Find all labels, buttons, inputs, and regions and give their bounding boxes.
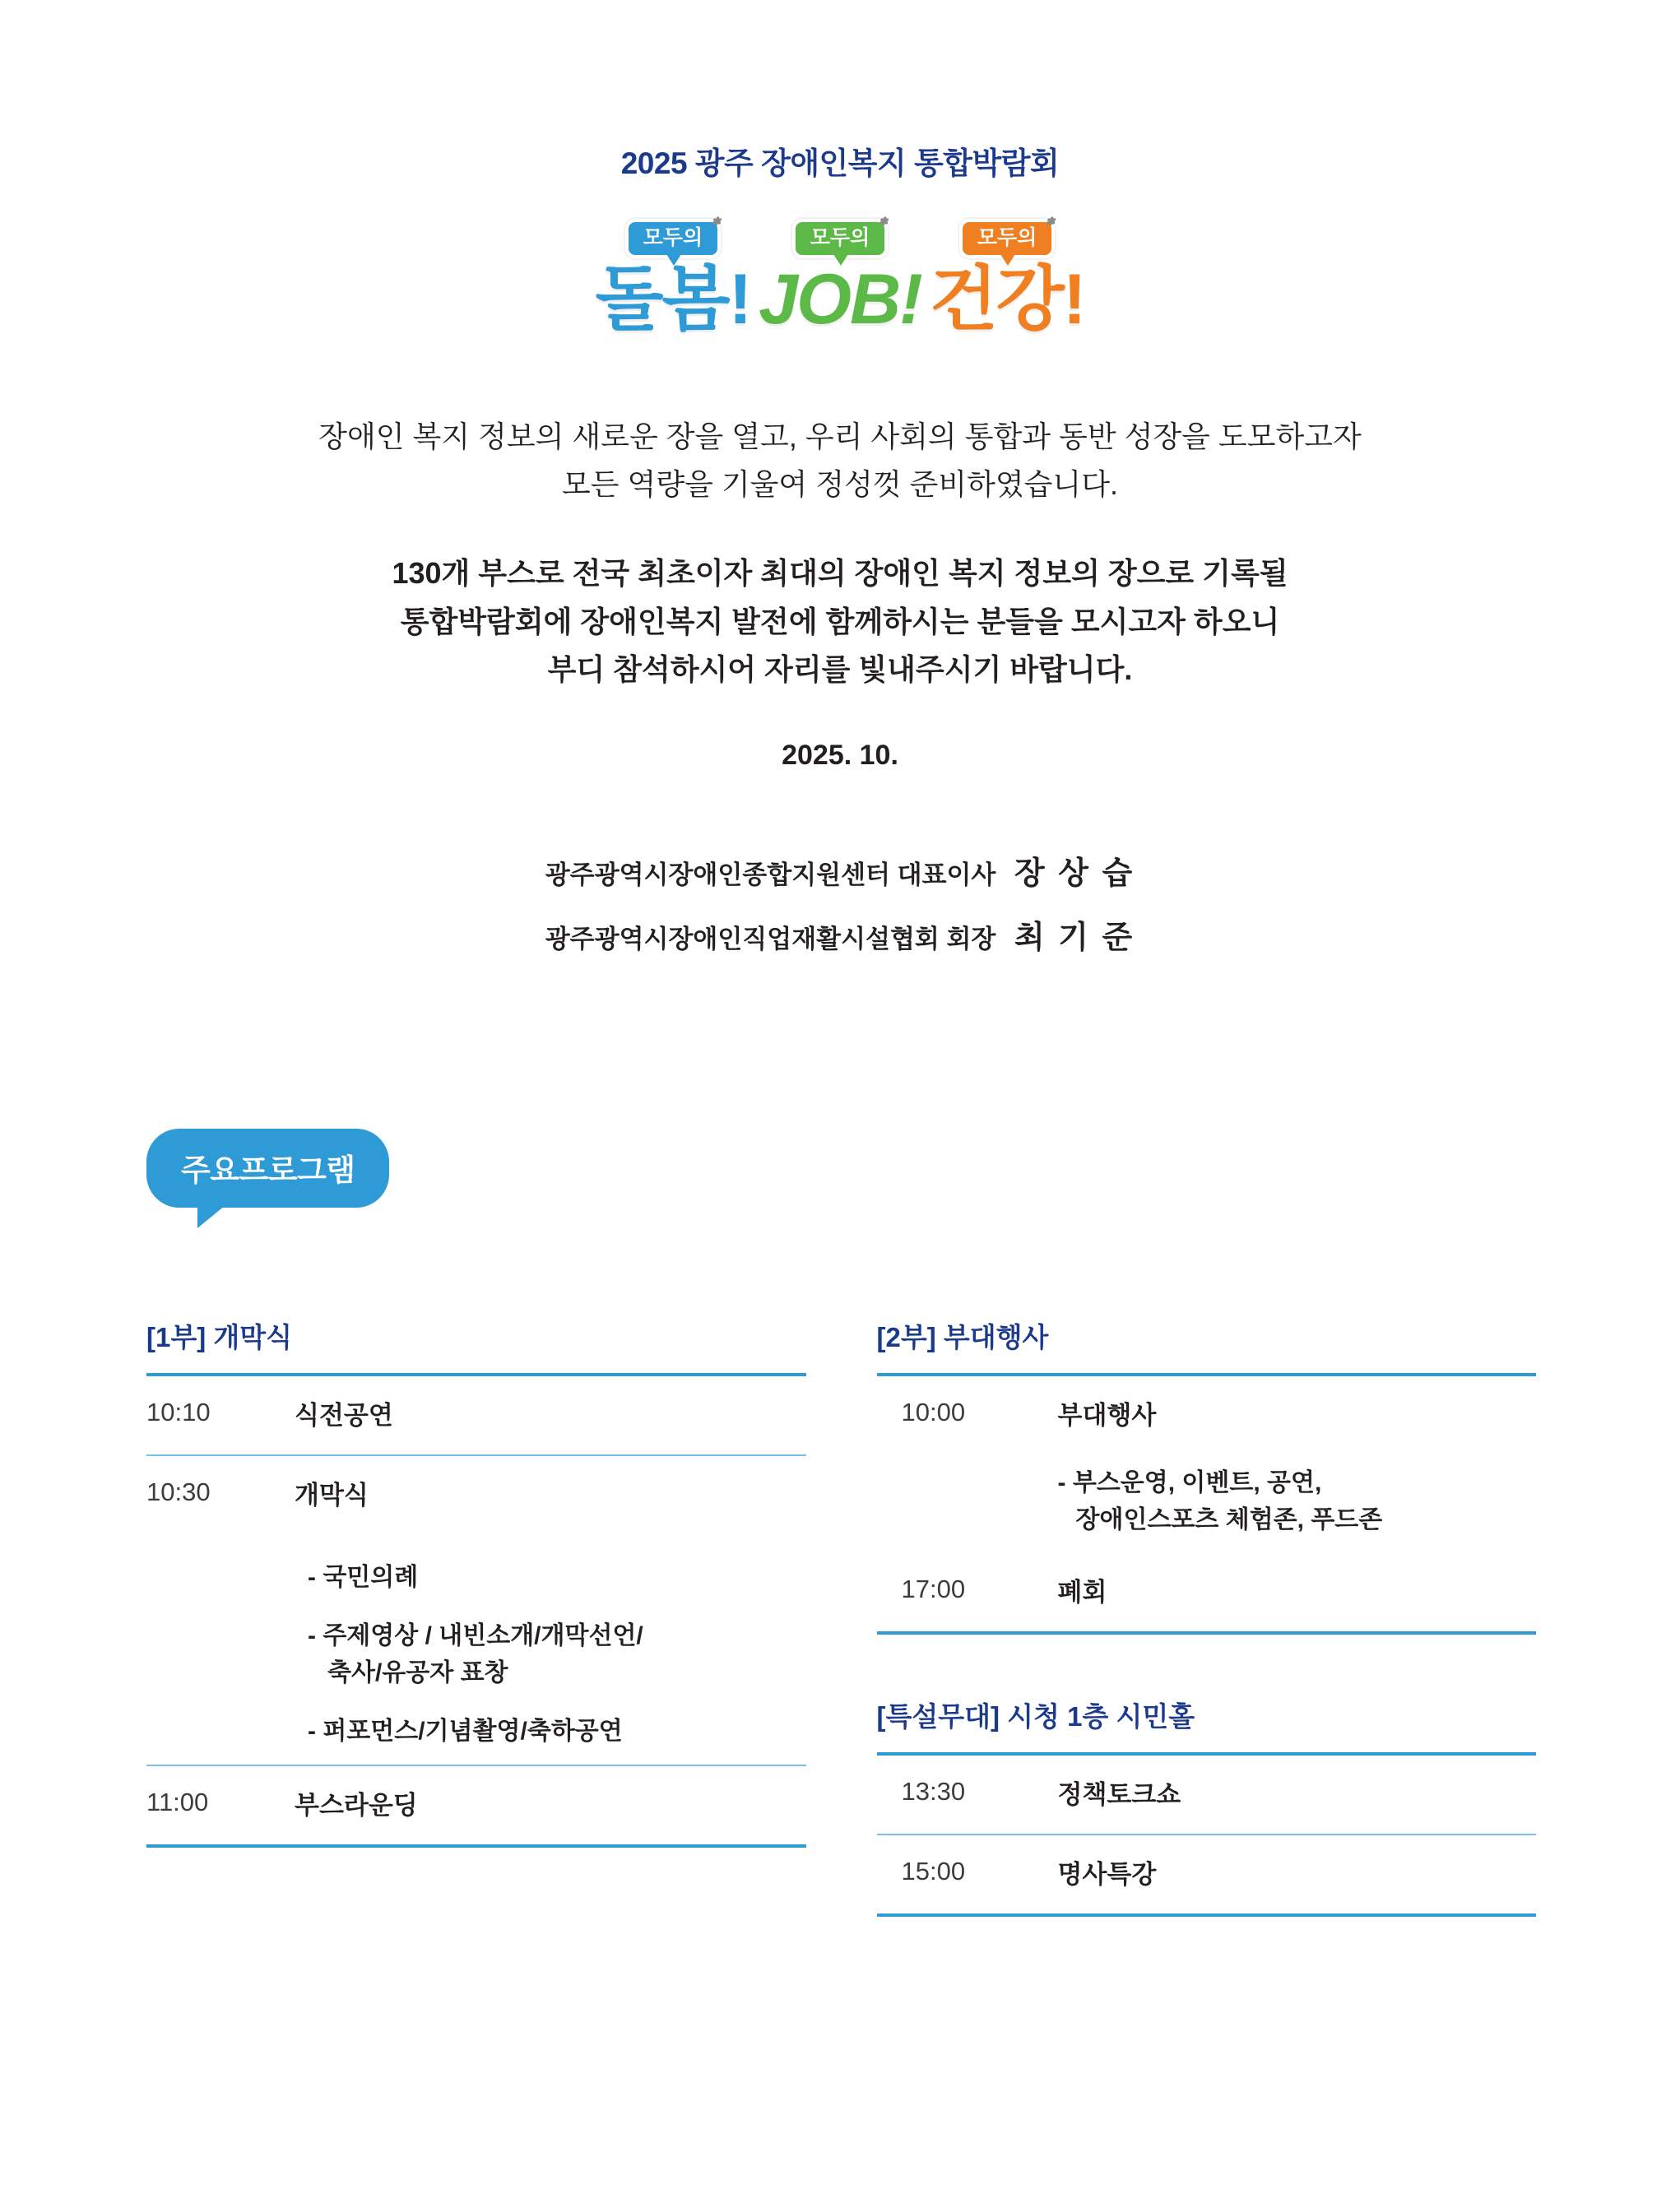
schedule-column-part1 bbox=[146, 1316, 806, 1917]
table-row bbox=[146, 1376, 806, 1454]
logo-bubble-job bbox=[792, 215, 889, 258]
list-item-line1: - 국민의례 bbox=[308, 1563, 419, 1591]
signature-row bbox=[0, 921, 1680, 956]
divider bbox=[146, 1844, 806, 1848]
sub-item-list bbox=[146, 1534, 806, 1765]
row-time: 10:10 bbox=[146, 1397, 211, 1426]
intro-paragraph-2 bbox=[0, 550, 1680, 693]
intro-p1-line2: 모든 역량을 기울여 정성껏 준비하였습니다. bbox=[562, 467, 1118, 501]
list-item bbox=[146, 1559, 806, 1596]
row-time: 17:00 bbox=[901, 1574, 966, 1603]
logo-word-health: 건강! bbox=[929, 260, 1085, 339]
list-item-line1: - 주제영상 / 내빈소개/개막선언/ bbox=[308, 1621, 643, 1649]
sub-item-list bbox=[877, 1454, 1537, 1553]
signature-org: 광주광역시장애인직업재활시설협회 회장 bbox=[545, 925, 996, 954]
logo-bubble-care-label: 모두의 bbox=[643, 226, 703, 249]
row-desc: 부대행사 bbox=[1057, 1400, 1157, 1430]
list-item-line1: - 부스운영, 이벤트, 공연, bbox=[1057, 1468, 1322, 1496]
table-row bbox=[877, 1376, 1537, 1454]
logo-unit-health bbox=[929, 215, 1085, 339]
row-desc: 정책토크쇼 bbox=[1057, 1779, 1181, 1809]
schedule-heading-part2: [2부] 부대행사 bbox=[876, 1321, 1049, 1352]
row-desc: 식전공연 bbox=[295, 1400, 393, 1430]
signature-org: 광주광역시장애인종합지원센터 대표이사 bbox=[545, 860, 996, 890]
event-logo bbox=[0, 215, 1680, 339]
schedule-heading-part1: [1부] 개막식 bbox=[146, 1321, 293, 1352]
logo-word-care: 돌봄! bbox=[595, 260, 751, 339]
logo-unit-job bbox=[759, 215, 921, 339]
signature-name: 장 상 습 bbox=[1014, 856, 1135, 892]
sparkle-icon: ✽ bbox=[711, 215, 722, 228]
intro-paragraph-1 bbox=[0, 413, 1680, 509]
signature-block bbox=[0, 857, 1680, 956]
table-row bbox=[877, 1835, 1537, 1913]
table-row bbox=[877, 1756, 1537, 1834]
table-row bbox=[877, 1553, 1537, 1631]
list-item bbox=[146, 1713, 806, 1750]
logo-word-job: JOB! bbox=[759, 260, 921, 339]
list-item bbox=[146, 1617, 806, 1691]
logo-bubble-health bbox=[959, 215, 1056, 258]
list-item-line2: 장애인스포츠 체험존, 푸드존 bbox=[1075, 1505, 1383, 1533]
schedule-heading-special-stage: [특설무대] 시청 1층 시민홀 bbox=[876, 1700, 1195, 1732]
signature-name: 최 기 준 bbox=[1014, 921, 1135, 956]
row-time: 10:00 bbox=[901, 1397, 966, 1426]
intro-p2-line2: 통합박람회에 장애인복지 발전에 함께하시는 분들을 모시고자 하오니 bbox=[400, 604, 1280, 638]
logo-bubble-care bbox=[625, 215, 722, 258]
logo-bubble-health-label: 모두의 bbox=[977, 226, 1037, 249]
table-row bbox=[146, 1766, 806, 1844]
row-time: 10:30 bbox=[146, 1477, 211, 1506]
list-item-line1: - 퍼포먼스/기념촬영/축하공연 bbox=[308, 1717, 623, 1745]
intro-p2-line1: 130개 부스로 전국 최초이자 최대의 장애인 복지 정보의 장으로 기록될 bbox=[392, 556, 1288, 591]
list-item bbox=[877, 1464, 1537, 1538]
intro-p2-line3: 부디 참석하시어 자리를 빛내주시기 바랍니다. bbox=[547, 652, 1133, 686]
row-desc: 명사특강 bbox=[1057, 1859, 1157, 1889]
row-desc: 폐회 bbox=[1057, 1577, 1107, 1607]
issue-date: 2025. 10. bbox=[782, 740, 898, 772]
logo-unit-care bbox=[595, 215, 751, 339]
spacer bbox=[877, 1635, 1537, 1695]
divider bbox=[877, 1913, 1537, 1917]
logo-bubble-job-label: 모두의 bbox=[810, 226, 870, 249]
list-item-line2: 축사/유공자 표창 bbox=[327, 1658, 508, 1686]
row-time: 11:00 bbox=[146, 1787, 209, 1816]
row-time: 15:00 bbox=[901, 1856, 966, 1886]
signature-row bbox=[0, 857, 1680, 892]
intro-text bbox=[0, 413, 1680, 694]
schedule-column-part2 bbox=[877, 1316, 1537, 1917]
program-label-wrap bbox=[0, 1129, 1680, 1208]
program-label: 주요프로그램 bbox=[146, 1129, 389, 1208]
row-desc: 개막식 bbox=[295, 1480, 369, 1510]
header bbox=[0, 0, 1680, 339]
intro-p1-line1: 장애인 복지 정보의 새로운 장을 열고, 우리 사회의 통합과 동반 성장을 도모하고자 bbox=[318, 419, 1362, 453]
table-row bbox=[146, 1456, 806, 1534]
page-title: 2025 광주 장애인복지 통합박람회 bbox=[620, 146, 1060, 180]
program-schedule bbox=[0, 1316, 1680, 1917]
sparkle-icon: ✽ bbox=[1045, 215, 1056, 228]
sparkle-icon: ✽ bbox=[878, 215, 889, 228]
row-desc: 부스라운딩 bbox=[295, 1790, 418, 1820]
row-time: 13:30 bbox=[901, 1776, 966, 1806]
